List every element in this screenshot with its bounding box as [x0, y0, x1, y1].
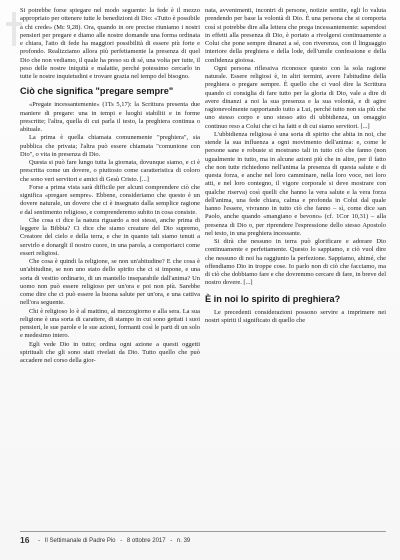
footer-separator: -: [170, 538, 173, 544]
section-heading-pregare-sempre: Ciò che significa "pregare sempre": [20, 86, 174, 97]
body-paragraph: Le precedenti considerazioni possono servire a imprimere nei nostri spiriti il significato di quello che: [205, 308, 386, 324]
page-number: 16: [20, 535, 30, 545]
body-paragraph: Si dirà che nessuno in terra può glorificare e adorare Dio continuamente e perfettamente. Questo lo sappiamo, e ciò vuol dire che nessuno di noi ha raggiunto la perfezione. Sappiamo, ahimé, che offendiamo Dio in troppe cose. Io parlo non di ciò che facciamo, ma di ciò che dobbiamo fare e che dovremmo cercare di fare, in breve del nostro dovere. [...]: [205, 238, 386, 287]
body-paragraph: Che cosa ci dice la natura riguardo a noi stessi, anche prima di leggere la Bibbia? Ci dice che siamo creature del Dio supremo, Creatore del cielo e della terra, e che in quanto tali siamo tenuti a servirlo e donargli il nostro cuore, in una parola, a comportarci come esseri religiosi.: [20, 216, 200, 257]
body-paragraph: La prima è quella chiamata comunemente "preghiera", sia pubblica che privata; l'altra può essere chiamata "comunione con Dio", o vita in presenza di Dio.: [20, 134, 200, 158]
body-paragraph: Chi è religioso lo è al mattino, al mezzogiorno e alla sera. La sua religione è una sorta di carattere, di stampo in cui sono gettati i suoi pensieri, le sue parole e le sue azioni, formanti così le parti di un solo e medesimo intero.: [20, 307, 200, 340]
footer-rule: [20, 531, 386, 532]
page-footer: [20, 535, 190, 545]
section-heading-spirito-preghiera: È in noi lo spirito di preghiera?: [205, 293, 341, 304]
footer-separator: -: [120, 538, 123, 544]
body-paragraph: L'ubbidienza religiosa è una sorta di spirito che abita in noi, che stende la sua influenza a ogni movimento dell'anima: e, come le persone sane e robuste si mostrano tali in tutto ciò che fanno (non ugualmente in tutto, ma in alcune azioni più che in altre, per il fatto che non tutte richiedono nell'anima la presenza di questa salute e di questa forza, e anche nel loro camminare, nella loro voce, nei loro atti, e nel loro contegno, il vigore corporale si deve mostrare con qualche riserva) così quelli che hanno la vera salute e la vera forza dell'anima, una fede chiara, calma e profonda in Colui dal quale hanno l'essere, vivranno in tutto ciò che fanno – sì, come dice san Paolo, anche quando «mangiano e bevono» (cf. 1Cor 10,31) – alla presenza di Dio o, per riprendere l'espressione dello stesso Apostolo nel testo, in una preghiera incessante.: [205, 130, 386, 237]
issue-number: n. 39: [176, 538, 191, 544]
body-paragraph: Che cosa è quindi la religione, se non un'abitudine? E che cosa è un'abitudine, se non uno stato dello spirito che ci si impone, e una sorta di vestito ordinario, di un mantello inseparabile dall'anima? Un uomo non può essere religioso per un'ora e poi non più. Sarebbe come dire che ci può essere la buona salute per un'ora, e una cattiva nell'ora seguente.: [20, 258, 200, 307]
publication-name: Il Settimanale di Padre Pio: [44, 538, 116, 544]
cross-watermark: [12, 12, 16, 46]
body-paragraph: Ogni persona riflessiva riconosce questo con la sola ragione naturale. Essere religiosi è, in altri termini, avere l'abitudine della preghiera o pregare sempre. È quello che ci vuol dire la Scrittura quando ci consiglia di fare tutto per la gloria di Dio, vale a dire di avere dinanzi a noi la sua presenza e la sua volontà, e di agire ragionevolmente rapportando tutto a Lui, perché tutto non sia più che uno stesso corpo e uno stesso atto di ubbidienza, un omaggio continuo reso a Colui che ci ha fatti e di cui siamo servitori. [...]: [205, 64, 386, 130]
body-paragraph: nata, avvenimenti, incontri di persone, notizie sentite, egli lo valuta prendendo per base la volontà di Dio. È una persona che si comporta così si potrebbe dire alla lettera che prega incessantemente: sapendosi in effetti alla presenza di Dio, è portato a rivolgersi continuamente a Colui che pone sempre dinanzi a sé, con riverenza, con il linguaggio interiore della preghiera e della lode, dell'umile confessione e della confidenza gioiosa.: [205, 7, 386, 64]
body-paragraph: «Pregate incessantemente» (1Ts 5,17): la Scrittura presenta due maniere di pregare: una in tempi e luoghi stabiliti e in forme prescritte; l'altra, quella di cui parla il testo, la preghiera continua o abituale.: [20, 101, 200, 133]
left-column: [20, 7, 200, 534]
body-paragraph: Questa si può fare lungo tutta la giornata, dovunque siamo, e ci è prescritta come un dovere, o piuttosto come caratteristica di coloro che sono veri servitori e amici di Gesù Cristo. [...]: [20, 159, 200, 183]
right-column: [205, 7, 386, 534]
footer-separator: -: [38, 538, 41, 544]
body-paragraph: Egli vede Dio in tutto; ordina ogni azione a questi oggetti spirituali che gli sono stati rivelati da Dio. Tutto quello che può accadere nel corso della gior-: [20, 340, 200, 364]
issue-date: 8 ottobre 2017: [126, 538, 166, 544]
body-paragraph: Forse a prima vista sarà difficile per alcuni comprendere ciò che significa «pregare sempre». Ebbene, consideriamo che questo è un dovere naturale, un dovere che ci è insegnato dalla semplice ragione e dal sentimento religioso, e comprenderemo subito in cosa consiste.: [20, 183, 200, 216]
intro-paragraph: Si potrebbe forse spiegare nel modo seguente: la fede è il mezzo appropriato per ottenere tutte le benedizioni di Dio: «Tutto è possibile a chi crede» (Mc 9,28). Ora, quando in ore precise riuniamo i nostri pensieri per pregare e diamo alle nostre domande una forma ordinata e chiara, l'atto di fede ha maggiori possibilità di essere più forte e profondo. Realizziamo allora più perfettamente la presenza di quel Dio che non vediamo, il quale ha preso su di sé, una volta per tutte, il peso delle nostre iniquità e malattie, perché potessimo cercarlo in tutte le nostre inquietudini e trovare grazia nel tempo del bisogno.: [20, 7, 200, 80]
